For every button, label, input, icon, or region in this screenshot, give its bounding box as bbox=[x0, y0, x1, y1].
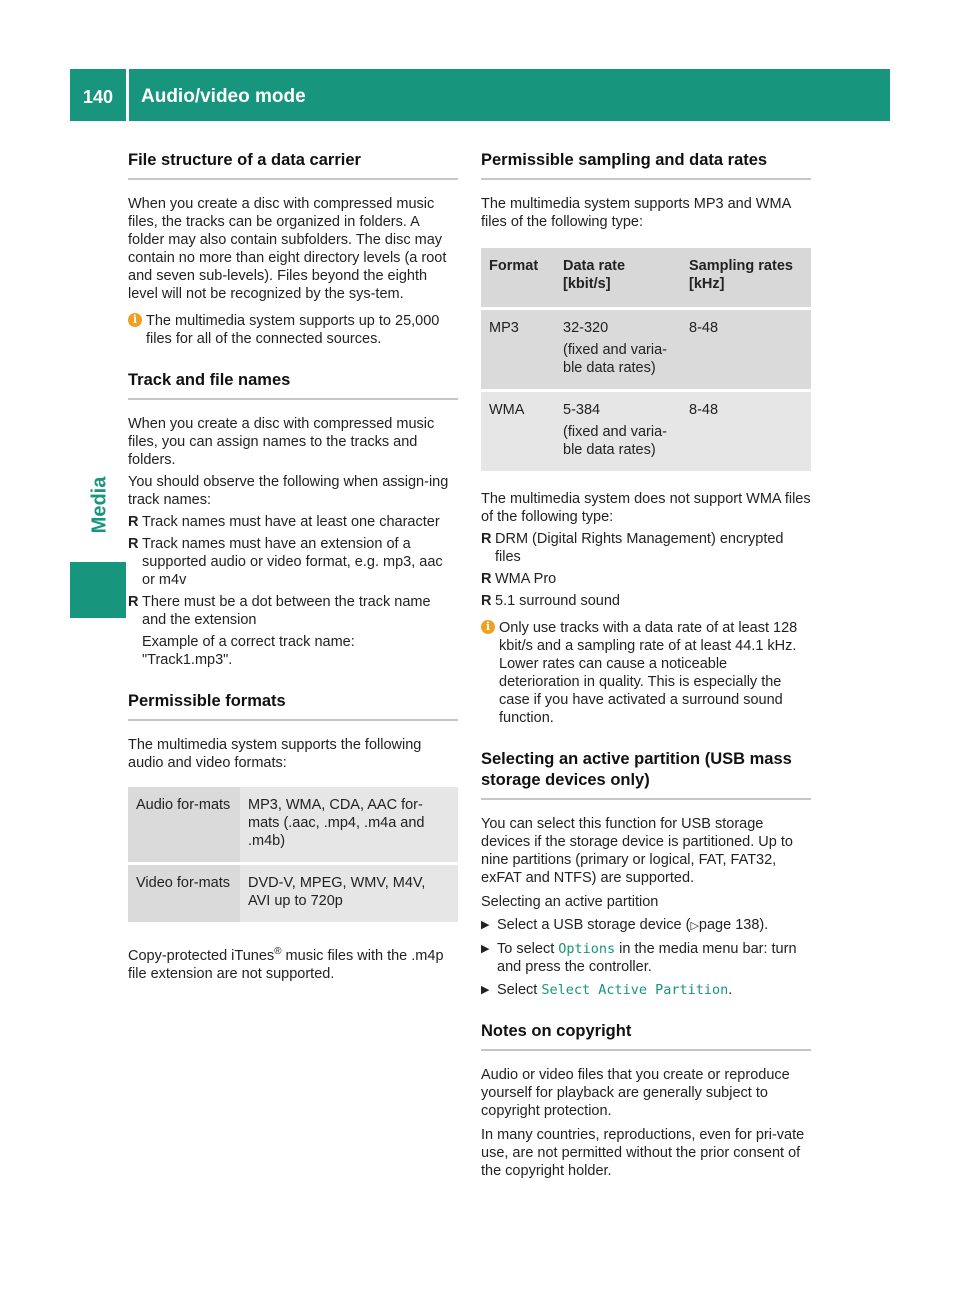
section-title: Notes on copyright bbox=[481, 1021, 811, 1051]
step-item: ▶ Select Select Active Partition. bbox=[481, 982, 733, 998]
paragraph: When you create a disc with compressed music files, you can assign names to the tracks and folders. bbox=[128, 416, 435, 468]
bullet-icon: R bbox=[481, 571, 492, 587]
paragraph: Audio or video files that you create or reproduce yourself for playback are generally subject to copyright protection. bbox=[481, 1067, 790, 1119]
paragraph: In many countries, reproductions, even for pri-vate use, are not permitted without the prior consent of the copyright holder. bbox=[481, 1127, 805, 1179]
menu-item-select-active-partition: Select Active Partition bbox=[541, 982, 729, 998]
table-row bbox=[481, 392, 811, 471]
step-item: ▶ Select a USB storage device (▷page 138). bbox=[481, 917, 769, 933]
section-title: Permissible sampling and data rates bbox=[481, 150, 811, 180]
table-header: Data rate [kbit/s] bbox=[555, 248, 681, 307]
paragraph: You should observe the following when assign-ing track names: bbox=[128, 474, 449, 508]
side-tab-marker bbox=[70, 562, 126, 618]
example-value: "Track1.mp3". bbox=[142, 652, 233, 668]
list-item: R WMA Pro bbox=[481, 571, 557, 587]
table-cell-label: Audio for-mats bbox=[128, 787, 240, 862]
paragraph: The multimedia system does not support WMA files of the following type: bbox=[481, 491, 811, 525]
section-title: Selecting an active partition (USB mass storage devices only) bbox=[481, 749, 811, 800]
section-sampling-rates bbox=[481, 150, 811, 727]
side-tab bbox=[86, 460, 114, 550]
bullet-list bbox=[481, 530, 811, 610]
bullet-icon: R bbox=[128, 594, 139, 610]
section-file-structure bbox=[128, 150, 458, 348]
side-tab-label: Media bbox=[88, 476, 111, 534]
section-title: Permissible formats bbox=[128, 691, 458, 721]
step-list bbox=[481, 916, 811, 999]
table-cell-value: MP3, WMA, CDA, AAC for-mats (.aac, .mp4, .m4a and .m4b) bbox=[240, 787, 458, 862]
header-divider bbox=[126, 69, 129, 121]
table-cell: 8-48 bbox=[681, 310, 811, 389]
paragraph: Selecting an active partition bbox=[481, 894, 659, 910]
table-cell: 8-48 bbox=[681, 392, 811, 471]
left-column bbox=[128, 150, 458, 983]
paragraph: You can select this function for USB storage devices if the storage device is partitioned. Up to nine partitions (primary or logical, FAT, FAT32, exFAT and NTFS) are supported. bbox=[481, 816, 793, 886]
paragraph: The multimedia system supports MP3 and WMA files of the following type: bbox=[481, 196, 791, 230]
section-track-names bbox=[128, 370, 458, 669]
section-title: File structure of a data carrier bbox=[128, 150, 458, 180]
bullet-list bbox=[128, 513, 458, 669]
note-text: The multimedia system supports up to 25,000 files for all of the connected sources. bbox=[146, 313, 440, 347]
page-ref-link[interactable]: page 138 bbox=[698, 917, 760, 933]
table-cell: WMA bbox=[481, 392, 555, 471]
table-header: Sampling rates [kHz] bbox=[681, 248, 811, 307]
list-item: R There must be a dot between the track name and the extension Example of a correct track name: "Track1.mp3". bbox=[128, 593, 458, 669]
page-number: 140 bbox=[82, 87, 114, 107]
step-arrow-icon: ▶ bbox=[481, 984, 490, 996]
registered-mark: ® bbox=[274, 946, 282, 957]
right-column bbox=[481, 150, 811, 1180]
example-label: Example of a correct track name: bbox=[142, 634, 355, 650]
bullet-icon: R bbox=[128, 514, 139, 530]
rates-table bbox=[481, 245, 811, 474]
paragraph: When you create a disc with compressed music files, the tracks can be organized in folders. A folder may also contain subfolders. The disc may contain no more than eight directory levels (a root and seven sub-levels). Files beyond the eighth level will not be recognized by the sys-tem. bbox=[128, 196, 447, 302]
page-ref-icon: ▷ bbox=[690, 920, 699, 932]
menu-item-options: Options bbox=[558, 941, 616, 957]
section-active-partition bbox=[481, 749, 811, 999]
table-cell-value: DVD-V, MPEG, WMV, M4V, AVI up to 720p bbox=[240, 865, 458, 922]
step-arrow-icon: ▶ bbox=[481, 919, 490, 931]
list-item: R 5.1 surround sound bbox=[481, 593, 620, 609]
info-note bbox=[481, 619, 811, 727]
table-header: Format bbox=[481, 248, 555, 307]
section-title: Track and file names bbox=[128, 370, 458, 400]
list-item: R DRM (Digital Rights Management) encrypted files bbox=[481, 531, 784, 565]
list-item: R Track names must have at least one character bbox=[128, 514, 440, 530]
paragraph: Copy-protected iTunes® music files with the .m4p file extension are not supported. bbox=[128, 946, 444, 982]
info-icon: i bbox=[128, 313, 142, 327]
bullet-icon: R bbox=[481, 531, 492, 547]
section-copyright bbox=[481, 1021, 811, 1180]
table-cell-label: Video for-mats bbox=[128, 865, 240, 922]
bullet-icon: R bbox=[481, 593, 492, 609]
page-title: Audio/video mode bbox=[141, 86, 306, 107]
section-permissible-formats bbox=[128, 691, 458, 983]
step-arrow-icon: ▶ bbox=[481, 943, 490, 955]
info-icon: i bbox=[481, 620, 495, 634]
info-note bbox=[128, 312, 458, 348]
table-row bbox=[481, 310, 811, 389]
table-cell: MP3 bbox=[481, 310, 555, 389]
note-text: Only use tracks with a data rate of at least 128 kbit/s and a sampling rate of at least 44.1 kHz. Lower rates can cause a noticeable deterioration in quality. This is especially the case if you have activated a surround sound function. bbox=[499, 620, 798, 726]
formats-table bbox=[128, 784, 458, 925]
step-item: ▶ To select Options in the media menu bar: turn and press the controller. bbox=[481, 941, 797, 975]
list-item: R Track names must have an extension of a supported audio or video format, e.g. mp3, aac or m4v bbox=[128, 536, 443, 588]
paragraph: The multimedia system supports the following audio and video formats: bbox=[128, 737, 422, 771]
table-row bbox=[128, 865, 458, 922]
table-cell: 5-384 (fixed and varia-ble data rates) bbox=[555, 392, 681, 471]
bullet-icon: R bbox=[128, 536, 139, 552]
table-header-row bbox=[481, 248, 811, 307]
table-row bbox=[128, 787, 458, 862]
table-cell: 32-320 (fixed and varia-ble data rates) bbox=[555, 310, 681, 389]
